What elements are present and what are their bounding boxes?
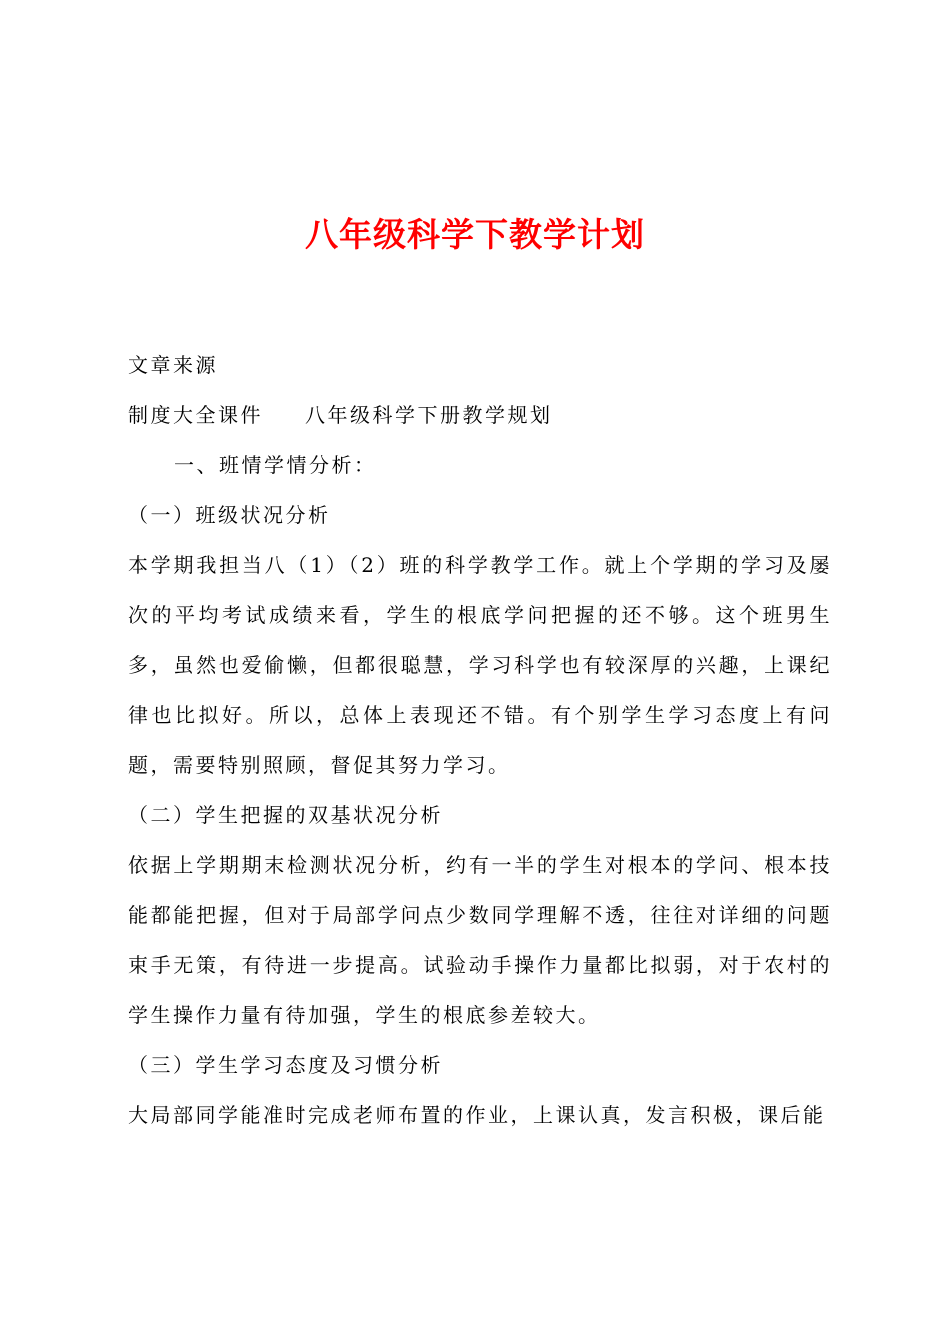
subsection-heading-1: （一）班级状况分析 bbox=[128, 503, 331, 527]
subtitle-text: 八年级科学下册教学规划 bbox=[305, 403, 553, 427]
subsection-heading-3: （三）学生学习态度及习惯分析 bbox=[128, 1053, 443, 1077]
subsection-body-2: 依据上学期期末检测状况分析，约有一半的学生对根本的学问、根本技能都能把握，但对于局部学问点少数同学理解不透，往往对详细的问题束手无策，有待进一步提高。试验动手操作力量都比拟弱，对于农村的学生操作力量有待加强，学生的根底参差较大。 bbox=[128, 853, 832, 1027]
source-label: 文章来源 bbox=[128, 353, 218, 377]
subsection-body-3: 大局部同学能准时完成老师布置的作业，上课认真，发言积极，课后能 bbox=[128, 1103, 826, 1127]
document-body bbox=[128, 340, 832, 1140]
category-line bbox=[128, 390, 832, 440]
section-heading: 一、班情学情分析： bbox=[174, 453, 377, 477]
subsection-heading-2: （二）学生把握的双基状况分析 bbox=[128, 803, 443, 827]
category-text: 制度大全课件 bbox=[128, 403, 263, 427]
subsection-body-1: 本学期我担当八（1）（2）班的科学教学工作。就上个学期的学习及屡次的平均考试成绩来看，学生的根底学问把握的还不够。这个班男生多，虽然也爱偷懒，但都很聪慧，学习科学也有较深厚的兴趣，上课纪律也比拟好。所以，总体上表现还不错。有个别学生学习态度上有问题，需要特别照顾，督促其努力学习。 bbox=[128, 553, 832, 777]
document-title: 八年级科学下教学计划 bbox=[305, 215, 645, 254]
